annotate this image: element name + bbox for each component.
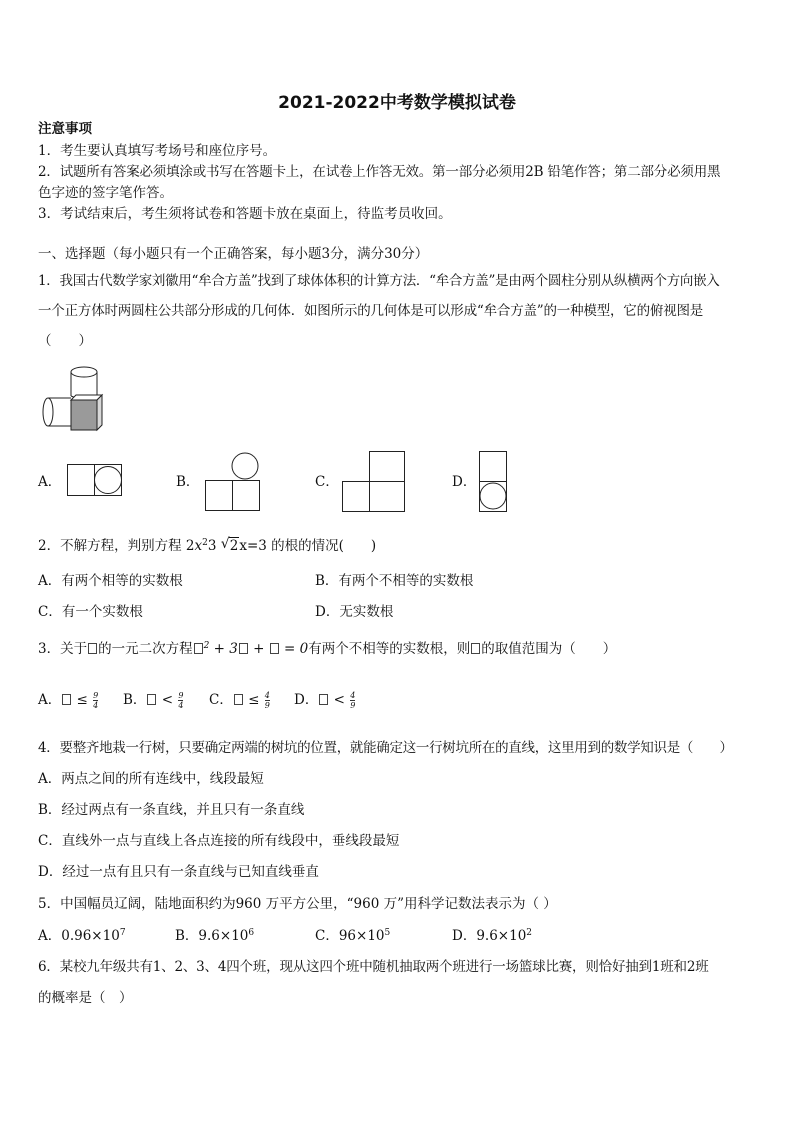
fraction: $\frac{4}{9}$ bbox=[264, 691, 270, 710]
q2-option-b: B．有两个不相等的实数根 bbox=[315, 573, 474, 589]
q3-option-a: A． ≤ $\frac{9}{4}$ bbox=[38, 691, 99, 710]
q4-stem: 4．要整齐地栽一行树，只要确定两端的树坑的位置，就能确定这一行树坑所在的直线，这里用到的数学知识是（ ） bbox=[38, 740, 733, 756]
missing-glyph-icon bbox=[319, 694, 328, 705]
q3-stem: 3．关于 的一元二次方程 $^2$ + 3 + = 0有两个不相等的实数根，则 的取值范围为（ ） bbox=[38, 641, 617, 657]
q2-stem: 2．不解方程，判别方程 $2x^23$ √ 2x=3 的根的情况( ) bbox=[38, 536, 377, 554]
missing-glyph-icon bbox=[62, 694, 71, 705]
note-line-1: 1．考生要认真填写考场号和座位序号。 bbox=[38, 143, 277, 159]
q3-option-b: B． < $\frac{9}{4}$ bbox=[123, 691, 184, 710]
q4-option-a: A．两点之间的所有连线中，线段最短 bbox=[38, 771, 264, 787]
q1-line-3: （ ） bbox=[38, 333, 92, 349]
q3-option-c: C． ≤ $\frac{4}{9}$ bbox=[209, 691, 270, 710]
note-line-2: 2．试题所有答案必须填涂或书写在答题卡上，在试卷上作答无效。第一部分必须用2B 铅笔作答；第二部分必须用黑 bbox=[38, 164, 721, 180]
q1-line-1: 1．我国古代数学家刘徽用“牟合方盖”找到了球体体积的计算方法．“牟合方盖”是由两个圆柱分别从纵横两个方向嵌入 bbox=[38, 273, 720, 289]
q5-stem: 5．中国幅员辽阔，陆地面积约为960 万平方公里，“960 万”用科学记数法表示为（ ） bbox=[38, 896, 557, 912]
sqrt-symbol: √ 2 bbox=[220, 536, 239, 554]
section-heading: 一、选择题（每小题只有一个正确答案，每小题3分，满分30分） bbox=[38, 246, 429, 262]
note-line-4: 3．考试结束后，考生须将试卷和答题卡放在桌面上，待监考员收回。 bbox=[38, 206, 452, 222]
missing-glyph-icon bbox=[239, 643, 248, 654]
q1-figure-a bbox=[67, 464, 123, 498]
missing-glyph-icon bbox=[88, 643, 97, 654]
q1-option-d: D． bbox=[452, 474, 477, 490]
q2-option-d: D．无实数根 bbox=[315, 604, 394, 620]
q1-option-c: C． bbox=[315, 474, 339, 490]
q1-line-2: 一个正方体时两圆柱公共部分形成的几何体．如图所示的几何体是可以形成“牟合方盖”的一种模型，它的俯视图是 bbox=[38, 303, 704, 319]
q1-figure-b bbox=[205, 451, 261, 511]
q5-option-d: D．$9.6\times 10^2$ bbox=[452, 928, 533, 944]
q4-option-d: D．经过一点有且只有一条直线与已知直线垂直 bbox=[38, 864, 319, 880]
q3-option-d: D． < $\frac{4}{9}$ bbox=[294, 691, 356, 710]
q1-figure-d bbox=[479, 451, 509, 513]
notes-heading: 注意事项 bbox=[38, 121, 92, 137]
missing-glyph-icon bbox=[234, 694, 243, 705]
q4-option-c: C．直线外一点与直线上各点连接的所有线段中，垂线段最短 bbox=[38, 833, 400, 849]
q6-line-2: 的概率是（ ） bbox=[38, 990, 133, 1006]
fraction: $\frac{9}{4}$ bbox=[178, 691, 184, 710]
q2-option-a: A．有两个相等的实数根 bbox=[38, 573, 183, 589]
missing-glyph-icon bbox=[270, 643, 279, 654]
note-line-3: 色字迹的签字笔作答。 bbox=[38, 185, 173, 201]
q1-option-a: A． bbox=[38, 474, 62, 490]
solid-model-figure bbox=[40, 362, 106, 434]
exam-title: 2021-2022中考数学模拟试卷 bbox=[278, 93, 516, 113]
q2-option-c: C．有一个实数根 bbox=[38, 604, 143, 620]
missing-glyph-icon bbox=[471, 643, 480, 654]
q5-option-b: B．$9.6\times 10^6$ bbox=[175, 928, 255, 944]
missing-glyph-icon bbox=[147, 694, 156, 705]
q5-option-c: C．$96\times 10^5$ bbox=[315, 928, 391, 944]
q4-option-b: B．经过两点有一条直线，并且只有一条直线 bbox=[38, 802, 305, 818]
q5-option-a: A．$0.96\times 10^7$ bbox=[38, 928, 126, 944]
fraction: $\frac{9}{4}$ bbox=[93, 691, 99, 710]
q1-figure-c bbox=[342, 451, 406, 513]
fraction: $\frac{4}{9}$ bbox=[350, 691, 356, 710]
q6-line-1: 6．某校九年级共有1、2、3、4四个班，现从这四个班中随机抽取两个班进行一场篮球比赛，则恰好抽到1班和2班 bbox=[38, 959, 709, 975]
q1-option-b: B． bbox=[176, 474, 200, 490]
missing-glyph-icon bbox=[194, 643, 203, 654]
